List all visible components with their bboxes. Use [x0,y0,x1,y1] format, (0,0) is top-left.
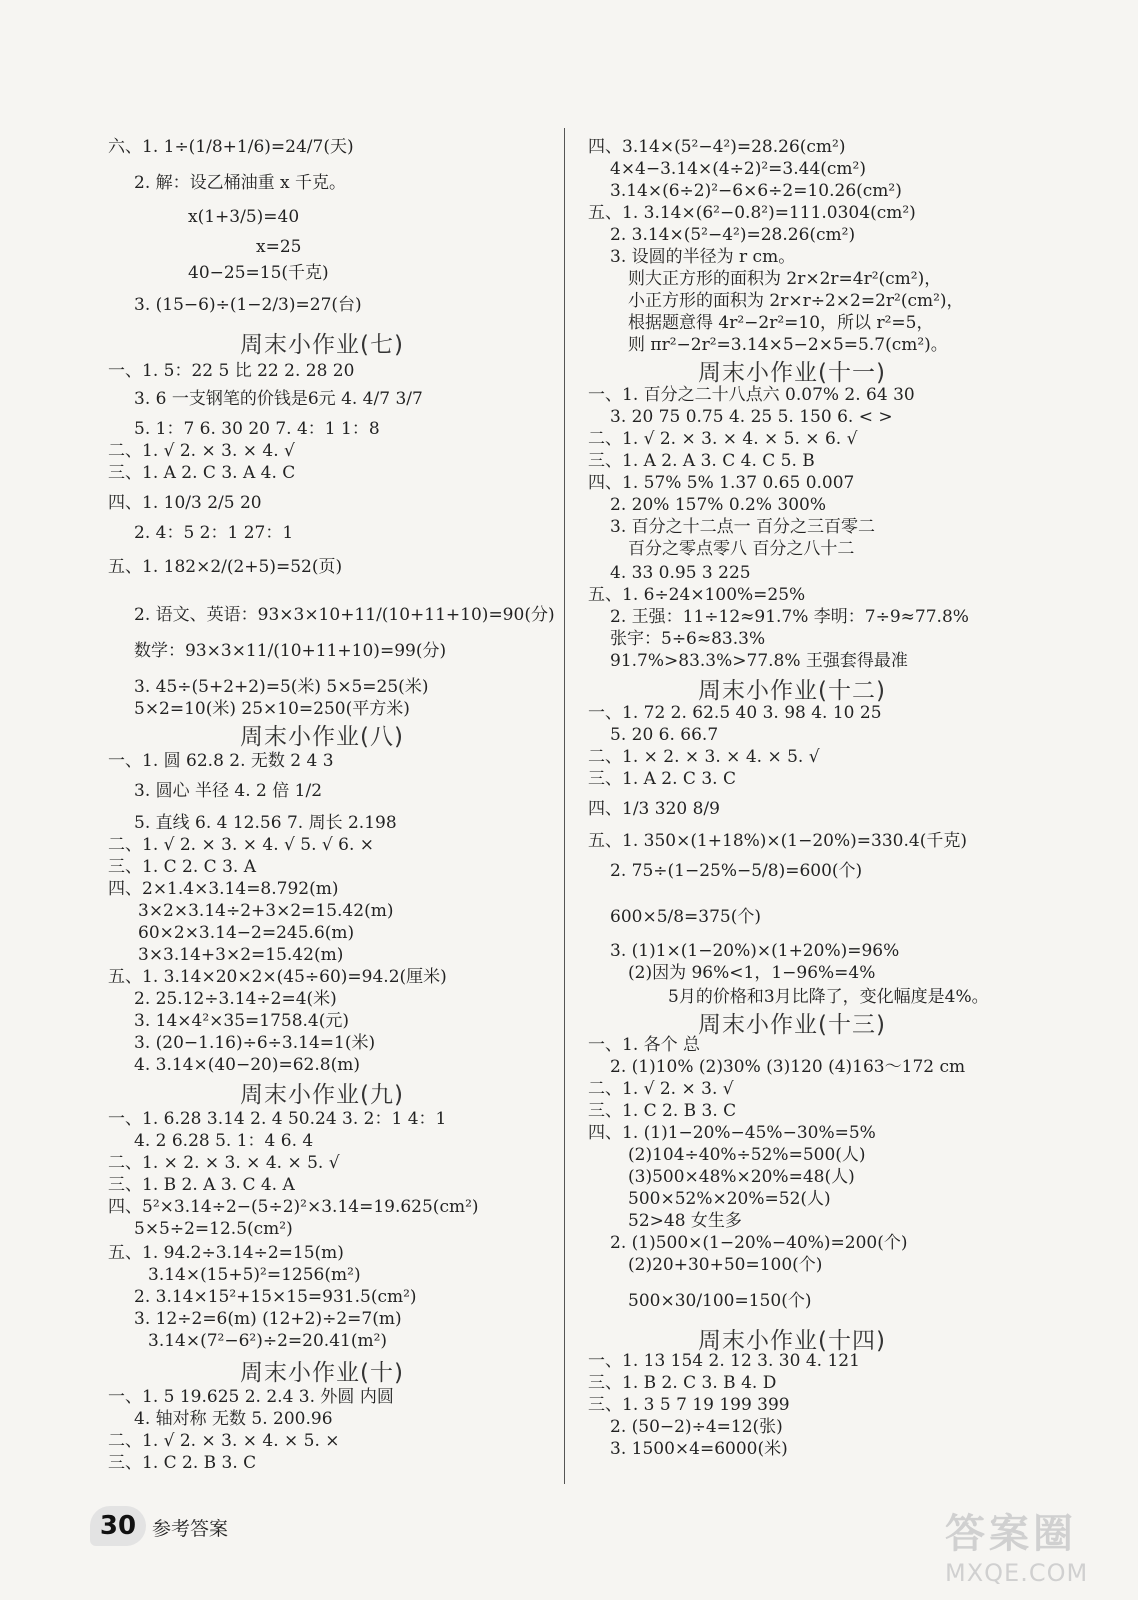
watermark-url: MXQE.COM [945,1559,1089,1587]
answer-line: 500×30/100=150(个) [628,1291,812,1311]
answer-line: 3. 6 一支钢笔的价钱是6元 4. 4/7 3/7 [134,389,423,409]
answer-line: 一、1. 5 19.625 2. 2.4 3. 外圆 内圆 [108,1387,394,1407]
answer-line: 5. 直线 6. 4 12.56 7. 周长 2.198 [134,813,397,833]
section-heading: 周末小作业(七) [240,332,404,358]
answer-line: x=25 [256,237,302,257]
answer-line: 3. 百分之十二点一 百分之三百零二 [610,517,876,537]
answer-line: 三、1. A 2. C 3. C [588,769,736,789]
answer-line: 3. (1)1×(1−20%)×(1+20%)=96% [610,941,900,961]
answer-line: 则大正方形的面积为 2r×2r=4r²(cm²)， [628,269,942,289]
footer-label: 参考答案 [152,1518,229,1540]
answer-line: 二、1. √ 2. × 3. × 4. × 5. × 6. √ [588,429,858,449]
answer-line: 5. 1：7 6. 30 20 7. 4：1 1：8 [134,419,380,439]
answer-line: 3. (15−6)÷(1−2/3)=27(台) [134,295,362,315]
answer-line: 四、1. 10/3 2/5 20 [108,493,262,513]
answer-line: 三、1. C 2. B 3. C [588,1101,737,1121]
answer-line: 5月的价格和3月比降了，变化幅度是4%。 [668,987,989,1007]
answer-line: 五、1. 94.2÷3.14÷2=15(m) [108,1243,344,1263]
answer-line: 五、1. 3.14×20×2×(45÷60)=94.2(厘米) [108,967,447,987]
answer-line: 三、1. B 2. A 3. C 4. A [108,1175,295,1195]
answer-line: 三、1. C 2. B 3. C [108,1453,257,1473]
answer-line: 五、1. 3.14×(6²−0.8²)=111.0304(cm²) [588,203,916,223]
answer-line: 2. 4：5 2：1 27：1 [134,523,294,543]
answer-line: 2. (1)10% (2)30% (3)120 (4)163～172 cm [610,1057,966,1077]
section-heading: 周末小作业(十三) [698,1012,886,1038]
answer-line: 二、1. × 2. × 3. × 4. × 5. √ [108,1153,340,1173]
answer-line: 2. (50−2)÷4=12(张) [610,1417,783,1437]
answer-line: 张宇：5÷6≈83.3% [610,629,766,649]
answer-line: 三、1. 3 5 7 19 199 399 [588,1395,790,1415]
section-heading: 周末小作业(九) [240,1082,404,1108]
answer-line: 四、1. 57% 5% 1.37 0.65 0.007 [588,473,855,493]
answer-line: 二、1. √ 2. × 3. × 4. √ 5. √ 6. × [108,835,374,855]
answer-line: 一、1. 百分之二十八点六 0.07% 2. 64 30 [588,385,915,405]
answer-line: 3×3.14+3×2=15.42(m) [138,945,344,965]
answer-line: 数学：93×3×11/(10+11+10)=99(分) [134,641,447,661]
answer-line: 3.14×(7²−6²)÷2=20.41(m²) [148,1331,388,1351]
answer-line: 3×2×3.14÷2+3×2=15.42(m) [138,901,394,921]
answer-line: 四、5²×3.14÷2−(5÷2)²×3.14=19.625(cm²) [108,1197,479,1217]
answer-line: 2. 王强：11÷12≈91.7% 李明：7÷9≈77.8% [610,607,969,627]
section-heading: 周末小作业(十二) [698,678,886,704]
answer-line: 3. (20−1.16)÷6÷3.14=1(米) [134,1033,376,1053]
section-heading: 周末小作业(八) [240,724,404,750]
answer-line: 四、1. (1)1−20%−45%−30%=5% [588,1123,876,1143]
answer-line: 六、1. 1÷(1/8+1/6)=24/7(天) [108,137,354,157]
answer-line: 3. 14×4²×35=1758.4(元) [134,1011,349,1031]
answer-line: 五、1. 182×2/(2+5)=52(页) [108,557,343,577]
answer-line: 3.14×(15+5)²=1256(m²) [148,1265,361,1285]
watermark-text: 答案圈 [945,1511,1077,1557]
answer-line: (2)因为 96%<1，1−96%=4% [628,963,876,983]
answer-line: 3.14×(6÷2)²−6×6÷2=10.26(cm²) [610,181,902,201]
answer-line: 二、1. √ 2. × 3. × 4. × 5. × [108,1431,340,1451]
answer-line: 3. 45÷(5+2+2)=5(米) 5×5=25(米) [134,677,429,697]
page-number: 30 [90,1506,146,1546]
column-divider [564,128,565,1484]
answer-line: 根据题意得 4r²−2r²=10，所以 r²=5， [628,313,934,333]
answer-line: 40−25=15(千克) [188,263,329,283]
answer-line: 则 πr²−2r²=3.14×5−2×5=5.7(cm²)。 [628,335,948,355]
answer-line: 一、1. 各个 总 [588,1035,701,1055]
answer-line: 2. 25.12÷3.14÷2=4(米) [134,989,337,1009]
answer-line: 五、1. 350×(1+18%)×(1−20%)=330.4(千克) [588,831,967,851]
answer-line: (2)20+30+50=100(个) [628,1255,823,1275]
answer-line: 52>48 女生多 [628,1211,742,1231]
answer-line: 2. 3.14×15²+15×15=931.5(cm²) [134,1287,417,1307]
answer-line: 2. (1)500×(1−20%−40%)=200(个) [610,1233,908,1253]
answer-line: 三、1. A 2. A 3. C 4. C 5. B [588,451,815,471]
answer-line: 一、1. 13 154 2. 12 3. 30 4. 121 [588,1351,860,1371]
answer-line: 4×4−3.14×(4÷2)²=3.44(cm²) [610,159,866,179]
section-heading: 周末小作业(十四) [698,1328,886,1354]
answer-line: 2. 75÷(1−25%−5/8)=600(个) [610,861,863,881]
answer-line: 3. 设圆的半径为 r cm。 [610,247,796,267]
answer-line: 四、2×1.4×3.14=8.792(m) [108,879,339,899]
answer-line: 四、1/3 320 8/9 [588,799,720,819]
answer-line: 三、1. C 2. C 3. A [108,857,256,877]
answer-line: 一、1. 5：22 5 比 22 2. 28 20 [108,361,355,381]
answer-line: 2. 解：设乙桶油重 x 千克。 [134,173,347,193]
answer-line: 4. 2 6.28 5. 1：4 6. 4 [134,1131,314,1151]
answer-line: 3. 圆心 半径 4. 2 倍 1/2 [134,781,323,801]
answer-line: 5×5÷2=12.5(cm²) [134,1219,293,1239]
answer-line: 四、3.14×(5²−4²)=28.26(cm²) [588,137,846,157]
section-heading: 周末小作业(十一) [698,360,886,386]
answer-line: 500×52%×20%=52(人) [628,1189,831,1209]
answer-line: 5. 20 6. 66.7 [610,725,719,745]
answer-line: 4. 33 0.95 3 225 [610,563,751,583]
section-heading: 周末小作业(十) [240,1360,404,1386]
answer-line: 2. 3.14×(5²−4²)=28.26(cm²) [610,225,856,245]
answer-line: 4. 3.14×(40−20)=62.8(m) [134,1055,360,1075]
answer-line: 3. 1500×4=6000(米) [610,1439,788,1459]
answer-line: 五、1. 6÷24×100%=25% [588,585,806,605]
watermark-logo [945,1502,1115,1592]
answer-line: 2. 语文、英语：93×3×10+11/(10+11+10)=90(分) [134,605,555,625]
answer-line: 一、1. 圆 62.8 2. 无数 2 4 3 [108,751,334,771]
answer-line: 百分之零点零八 百分之八十二 [628,539,855,559]
answer-line: 三、1. B 2. C 3. B 4. D [588,1373,777,1393]
answer-line: 二、1. × 2. × 3. × 4. × 5. √ [588,747,820,767]
answer-line: 三、1. A 2. C 3. A 4. C [108,463,296,483]
answer-line: 3. 12÷2=6(m) (12+2)÷2=7(m) [134,1309,402,1329]
answer-line: (2)104÷40%÷52%=500(人) [628,1145,866,1165]
answer-line: 2. 20% 157% 0.2% 300% [610,495,827,515]
answer-line: 二、1. √ 2. × 3. √ [588,1079,734,1099]
answer-line: 600×5/8=375(个) [610,907,762,927]
answer-line: 60×2×3.14−2=245.6(m) [138,923,355,943]
answer-line: 4. 轴对称 无数 5. 200.96 [134,1409,333,1429]
answer-line: 5×2=10(米) 25×10=250(平方米) [134,699,410,719]
answer-line: (3)500×48%×20%=48(人) [628,1167,855,1187]
answer-line: 3. 20 75 0.75 4. 25 5. 150 6. < > [610,407,893,427]
answer-line: 二、1. √ 2. × 3. × 4. √ [108,441,295,461]
answer-line: x(1+3/5)=40 [188,207,300,227]
answer-line: 一、1. 6.28 3.14 2. 4 50.24 3. 2：1 4：1 [108,1109,447,1129]
answer-line: 一、1. 72 2. 62.5 40 3. 98 4. 10 25 [588,703,882,723]
answer-line: 91.7%>83.3%>77.8% 王强套得最准 [610,651,908,671]
answer-line: 小正方形的面积为 2r×r÷2×2=2r²(cm²)， [628,291,964,311]
